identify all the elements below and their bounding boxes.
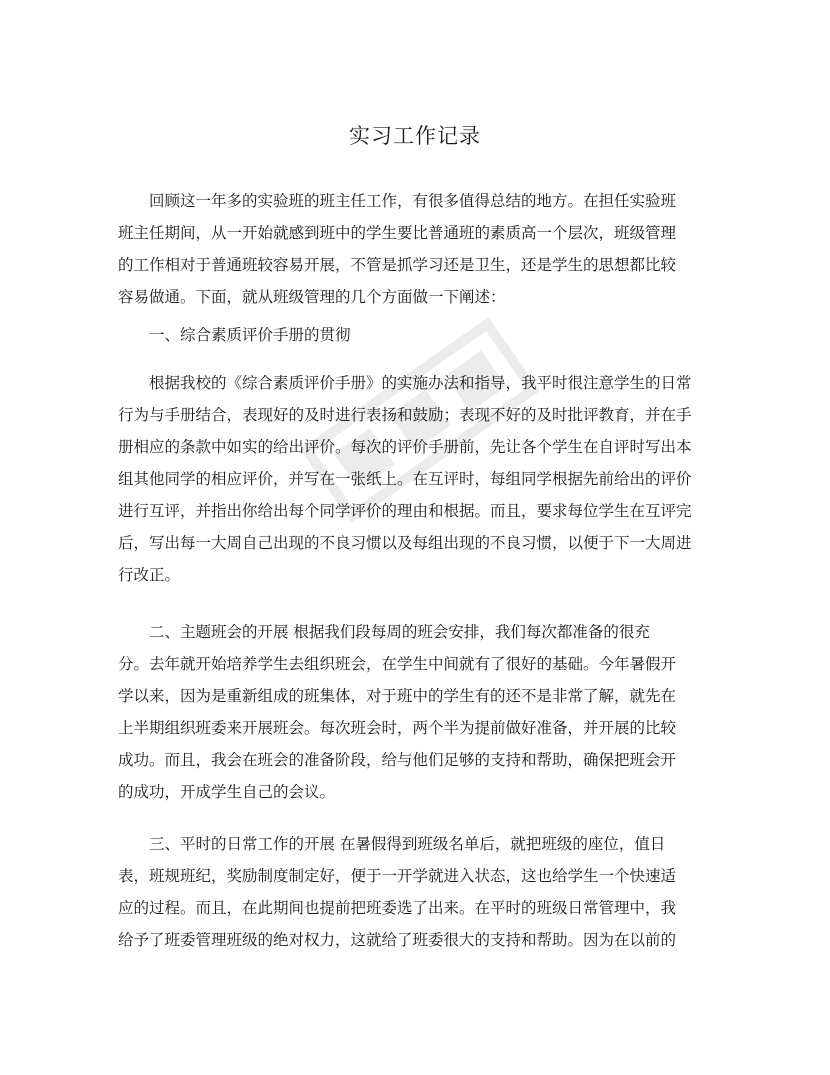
- document-title: 实习工作记录: [349, 124, 481, 148]
- text-line: 学以来，因为是重新组成的班集体，对于班中的学生有的还不是非常了解，就先在: [118, 687, 677, 705]
- paragraph-evaluation: [118, 367, 712, 591]
- text-line: 行为与手册结合，表现好的及时进行表扬和鼓励；表现不好的及时批评教育，并在手: [118, 406, 692, 424]
- text-line: 分。去年就开始培养学生去组织班会，在学生中间就有了很好的基础。今年暑假开: [118, 655, 677, 673]
- text-line: 表，班规班纪，奖励制度制定好，便于一开学就进入状态，这也给学生一个快速适: [118, 867, 677, 885]
- text-line: 行改正。: [118, 566, 181, 584]
- text-line: 一、综合素质评价手册的贯彻: [149, 326, 351, 344]
- paragraph-intro: [118, 185, 712, 313]
- text-line: 二、主题班会的开展 根据我们段每周的班会安排，我们每次都准备的很充: [149, 623, 650, 641]
- text-line: 的成功，开成学生自己的会议。: [118, 783, 336, 801]
- text-line: 三、平时的日常工作的开展 在暑假得到班级名单后，就把班级的座位，值日: [149, 835, 666, 853]
- text-line: 成功。而且，我会在班会的准备阶段，给与他们足够的支持和帮助，确保把班会开: [118, 751, 677, 769]
- text-line: 给予了班委管理班级的绝对权力，这就给了班委很大的支持和帮助。因为在以前的: [118, 931, 677, 949]
- text-line: 根据我校的《综合素质评价手册》的实施办法和指导，我平时很注意学生的日常: [149, 374, 692, 392]
- text-line: 容易做通。下面，就从班级管理的几个方面做一下阐述：: [118, 288, 506, 306]
- text-line: 册相应的条款中如实的给出评价。每次的评价手册前，先让各个学生在自评时写出本: [118, 438, 692, 456]
- paragraph-daily-work: [118, 828, 712, 956]
- text-line: 进行互评，并指出你给出每个同学评价的理由和根据。而且，要求每位学生在互评完: [118, 502, 692, 520]
- section-heading-1: [118, 319, 712, 351]
- paragraph-class-meeting: [118, 616, 712, 808]
- text-line: 组其他同学的相应评价，并写在一张纸上。在互评时，每组同学根据先前给出的评价: [118, 470, 692, 488]
- text-line: 应的过程。而且，在此期间也提前把班委选了出来。在平时的班级日常管理中，我: [118, 899, 677, 917]
- text-line: 后，写出每一大周自己出现的不良习惯以及每组出现的不良习惯，以便于下一大周进: [118, 534, 692, 552]
- text-line: 回顾这一年多的实验班的班主任工作，有很多值得总结的地方。在担任实验班: [149, 192, 677, 210]
- text-line: 班主任期间，从一开始就感到班中的学生要比普通班的素质高一个层次，班级管理: [118, 224, 677, 242]
- text-line: 上半期组织班委来开展班会。每次班会时，两个半为提前做好准备，并开展的比较: [118, 719, 677, 737]
- text-line: 的工作相对于普通班较容易开展，不管是抓学习还是卫生，还是学生的思想都比较: [118, 256, 677, 274]
